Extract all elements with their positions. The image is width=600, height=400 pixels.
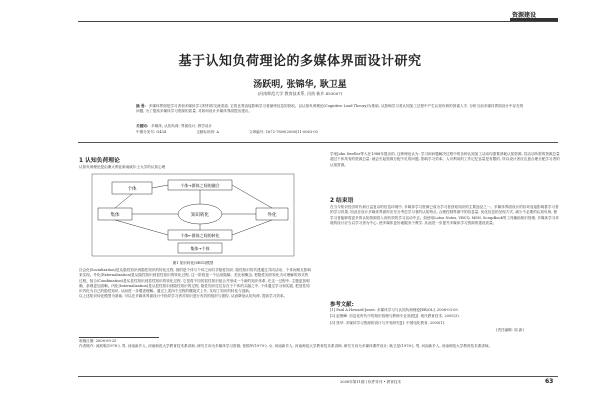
- reference-item: [2] 赵俊峰. 信息化时代中的知识管理与教师专业发展[J]. 现代教育技术, 2005(3).: [330, 314, 460, 319]
- label-conversion: 知识转化: [191, 213, 209, 218]
- seci-diagram: [90, 172, 296, 258]
- footer-rule: [78, 376, 558, 377]
- reference-item: [3] 张华. 多媒体学习资源的设计与开发研究[J]. 中国电化教育, 2005(1).: [330, 320, 446, 325]
- section-1-intro: 认知负荷理论是由澳大利亚新南威尔士大学的认知心理: [79, 165, 166, 169]
- body-paragraph: 社会化(Socialization)是从隐性知识到隐性知识的转化过程, 指的是个体与个体之间共享隐性知识, 隐性知识的共建通过共同活动、个体间相互影响来实现。外化(Externalization)是从隐性知识到显性知识的转化过程, 这一阶段是一个运用隐喻、类比和概念, 把隐性知识转化为可理解的形式的过程。组合(Combination)是从显性知识到显性知识的转化过程, 它是将不同的显性知识组合并形成一个新的知识体系, 在这一过程中, 主题更加明确、条理更加清晰。内化(Internalization)是从显性知识到隐性知识的过程, 隐性知识往往存在于个体的头脑之中, 个体通过学习和实践, 把显性知识内化为自己的隐性知识, 从而进一步增进理解。通过上述四个过程的螺旋式上升, 实现了知识的转化与创新。: [79, 268, 311, 294]
- document-code: 文献标识码: A: [196, 130, 219, 134]
- label-fusion: 个体→群体之间的融合: [180, 183, 220, 188]
- abstract: [136, 104, 526, 115]
- footnote-received: 收稿日期: 2008-09-25: [79, 339, 117, 343]
- responsible-editor: (责任编辑: 周 新): [496, 328, 524, 332]
- header-rule: [78, 21, 558, 22]
- page-number: 63: [545, 378, 554, 385]
- affiliation: (河南师范大学 教育技术系, 河南 新乡 453007): [257, 91, 343, 96]
- keywords: [136, 124, 526, 129]
- figure-caption: 图1 知识转化(SECI)模型: [172, 261, 214, 265]
- footnote-authors: 作者简介: 汤跃明(1978-), 男, 河南新乡人, 河南师范大学教育技术系讲师, 研究方向为多媒体学习资源; 张锦华(1979-), 女, 河南新乡人, 河南师范大学教育技术系讲师, 研究方向为多媒体课件设计; 耿卫星(1978-), 男, 河南新乡人, 河南师范大学教育技术系讲师。: [79, 344, 493, 349]
- body-paragraph: 以上述知识转化模型为基础, 可以在多媒体界面设计中指导学习者对知识进行有效的组织与建构, 从而降低认知负荷, 提高学习效率。: [79, 294, 288, 299]
- section-2-body: 在当今知识经济时代和日益复杂的信息环境中, 多媒体学习资源已成为学习者获取知识的主要途径之一。多媒体界面设计的好坏直接影响着学习者的学习效果, 因此在设计多媒体界面时应充分考虑学习者的认知特点, 合理控制界面中的信息量, 优化信息的呈现方式, 减少不必要的认知负荷, 使学习者能够将更多的认知资源投入到有效的学习活动中去。如使用Lotus Notes, VBCQ, MSN, ScrapBook等工具辅助知识管理, 多媒体学习环境的设计应当以学习者为中心, 使多媒体更好地服务于教学, 从而进一步提升多媒体学习资源的建设质量。: [330, 205, 559, 225]
- keywords-label: 关键词:: [136, 124, 149, 128]
- section-tag: 资源建设: [512, 12, 537, 19]
- abstract-label: 摘 要:: [136, 104, 146, 108]
- label-externalization: 外化: [267, 213, 277, 218]
- reference-item: [1] Paul A.Howard-Jones. 多媒体学习与认知负荷理论[EB/OL]. 2008-03-05.: [330, 308, 459, 312]
- section-1-heading: 1 认知负荷理论: [79, 158, 120, 164]
- clc-number: 中图分类号: G434: [136, 130, 167, 134]
- authors: 汤跃明, 张锦华, 耿卫星: [253, 80, 347, 90]
- classification-line: [136, 130, 526, 135]
- references-list: [330, 308, 560, 327]
- abstract-text: 多媒体界面是学习者和多媒体学习材料的交流渠道, 它的良莠直接影响学习者最终信息的获取。以认知负荷理论(Cognitive Load Theory)为基础, 从影响学习者认知加工过程中产生认知负荷的因素入手, 分析当前多媒体界面设计中存在的问题, 为了提高多媒体学习资源的质量, 对如何设计多媒体界面提出建议。: [136, 104, 524, 114]
- footnote-rule: [79, 337, 159, 338]
- label-transfer: 个体←群体之间的转化: [180, 233, 220, 238]
- article-number: 文章编号: 1672-7800(2008)11-0063-03: [248, 130, 318, 134]
- diagram-connectors: [115, 185, 272, 235]
- label-collective: 集体: [110, 213, 120, 218]
- keywords-text: 多媒体; 认知负荷; 界面设计; 教学设计: [151, 124, 213, 128]
- footnotes: [79, 339, 549, 350]
- section-1-body: [79, 268, 311, 300]
- label-collective-individual: 集体→个体: [190, 246, 210, 251]
- journal-footer: 2008年第11期 | 软件导刊 • 教育技术: [340, 380, 402, 384]
- references-heading: 参考文献:: [330, 302, 354, 308]
- paper-title: 基于认知负荷理论的多媒体界面设计研究: [178, 54, 422, 69]
- label-individual: 个体: [127, 187, 137, 192]
- column-2-continuation: 学家John Sweller等人在1988年提出的, 这种理论认为: 学习和问题解决过程中的各种认知加工活动均需要消耗认知资源, 若活动所需的资源总量超过个体具有的资源总量, 就会引起资源分配不足的问题, 影响学习效率。人可利用的工作记忆容量是有限的, 所以设计者应注意合理分配学习者的认知资源。: [330, 152, 560, 167]
- abstract-divider: [78, 142, 558, 143]
- section-2-heading: 2 结束语: [330, 198, 354, 204]
